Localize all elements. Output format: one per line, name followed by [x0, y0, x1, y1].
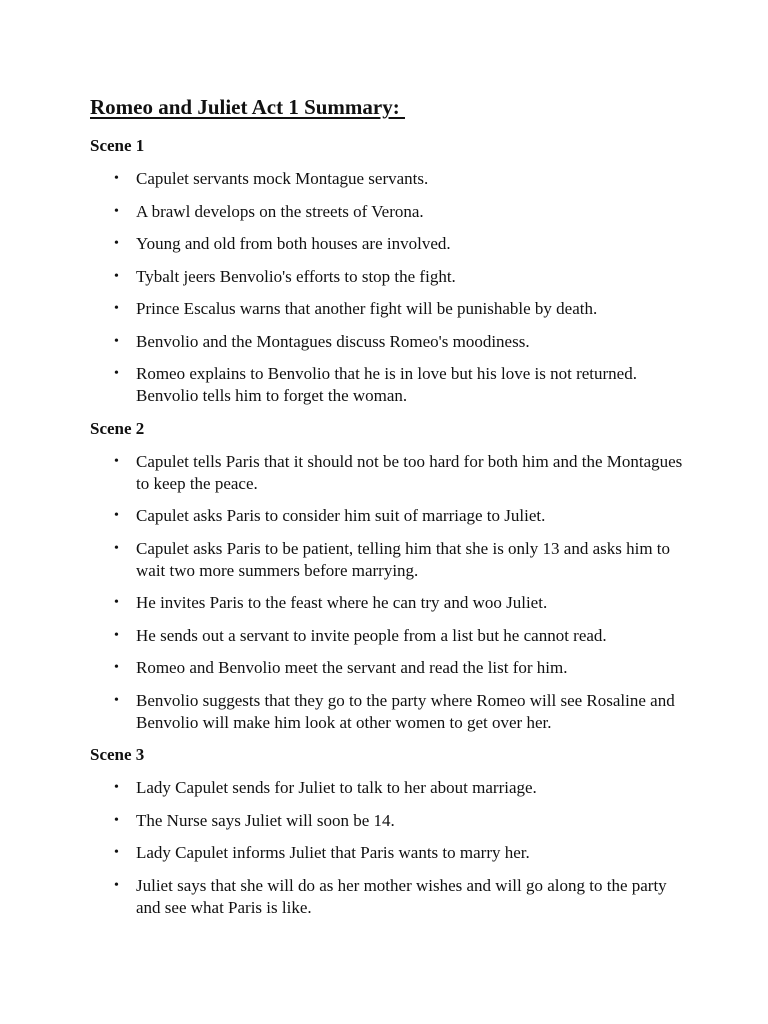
list-item — [90, 266, 688, 288]
list-item-text: Tybalt jeers Benvolio's efforts to stop the fight. — [136, 266, 456, 286]
bullet-icon: • — [114, 366, 119, 381]
bullet-icon: • — [114, 203, 119, 219]
scene-section — [90, 744, 688, 919]
list-item — [90, 657, 688, 679]
list-item — [90, 363, 688, 407]
list-item — [90, 538, 688, 582]
scene-section — [90, 135, 688, 407]
scene-heading: Scene 2 — [90, 418, 145, 438]
bullet-list — [90, 451, 688, 734]
bullet-icon: • — [114, 540, 119, 556]
bullet-icon: • — [114, 453, 119, 469]
scene-heading: Scene 3 — [90, 745, 145, 764]
list-item — [90, 331, 688, 353]
list-item-text: The Nurse says Juliet will soon be 14. — [136, 810, 395, 830]
list-item-text: Capulet asks Paris to consider him suit of marriage to Juliet. — [136, 506, 546, 525]
bullet-icon: • — [114, 595, 119, 610]
list-item-text: Young and old from both houses are involved. — [136, 234, 451, 253]
list-item — [90, 592, 688, 614]
list-item — [90, 875, 688, 919]
bullet-icon: • — [114, 877, 119, 893]
bullet-list — [90, 168, 688, 407]
list-item — [90, 777, 688, 799]
bullet-icon: • — [114, 268, 119, 284]
bullet-icon: • — [114, 660, 119, 675]
document-title: Romeo and Juliet Act 1 Summary: — [90, 95, 405, 119]
bullet-icon: • — [114, 812, 119, 828]
bullet-icon: • — [114, 171, 119, 186]
scene-list — [90, 135, 688, 919]
bullet-icon: • — [114, 845, 119, 860]
bullet-icon: • — [114, 301, 119, 316]
list-item-text: Lady Capulet sends for Juliet to talk to her about marriage. — [136, 778, 537, 797]
list-item — [90, 201, 688, 223]
list-item — [90, 233, 688, 255]
bullet-icon: • — [114, 333, 119, 349]
scene-heading: Scene 1 — [90, 136, 145, 155]
list-item — [90, 451, 688, 495]
list-item-text: Capulet servants mock Montague servants. — [136, 169, 429, 188]
list-item-text: He invites Paris to the feast where he can try and woo Juliet. — [136, 593, 548, 612]
list-item-text: Benvolio suggests that they go to the party where Romeo will see Rosaline and Benvolio will make him look at other women to get over her. — [136, 690, 675, 732]
list-item — [90, 810, 688, 832]
bullet-icon: • — [114, 236, 119, 251]
list-item — [90, 842, 688, 864]
bullet-icon: • — [114, 692, 119, 708]
list-item — [90, 505, 688, 527]
list-item — [90, 298, 688, 320]
list-item-text: Lady Capulet informs Juliet that Paris wants to marry her. — [136, 843, 530, 862]
list-item-text: Romeo and Benvolio meet the servant and read the list for him. — [136, 658, 568, 677]
list-item-text: Capulet tells Paris that it should not be too hard for both him and the Montagues to keep the peace. — [136, 451, 683, 493]
bullet-icon: • — [114, 627, 119, 643]
list-item — [90, 168, 688, 190]
list-item-text: Romeo explains to Benvolio that he is in love but his love is not returned. Benvolio tells him to forget the woman. — [136, 364, 637, 405]
list-item-text: A brawl develops on the streets of Verona. — [136, 201, 424, 221]
list-item-text: Capulet asks Paris to be patient, telling him that she is only 13 and asks him to wait two more summers before marrying. — [136, 538, 671, 580]
list-item — [90, 625, 688, 647]
bullet-list — [90, 777, 688, 919]
bullet-icon: • — [114, 508, 119, 523]
list-item-text: Prince Escalus warns that another fight will be punishable by death. — [136, 299, 598, 318]
bullet-icon: • — [114, 780, 119, 795]
list-item-text: Benvolio and the Montagues discuss Romeo's moodiness. — [136, 331, 530, 351]
list-item-text: He sends out a servant to invite people from a list but he cannot read. — [136, 625, 607, 645]
scene-section — [90, 418, 688, 734]
list-item-text: Juliet says that she will do as her mother wishes and will go along to the party and see what Paris is like. — [136, 875, 667, 917]
list-item — [90, 690, 688, 734]
